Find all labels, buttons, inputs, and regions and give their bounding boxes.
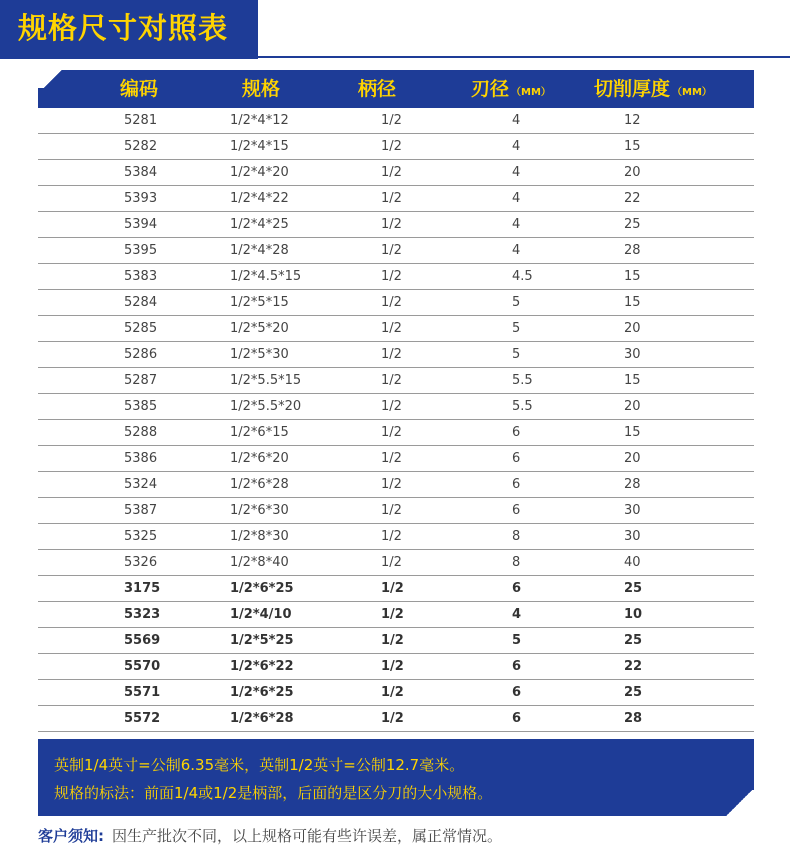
cell-shank: 1/2 bbox=[381, 685, 404, 700]
cell-blade: 4 bbox=[512, 607, 522, 622]
cell-shank: 1/2 bbox=[381, 581, 404, 596]
cell-shank: 1/2 bbox=[381, 711, 404, 726]
cell-blade: 6 bbox=[512, 711, 522, 726]
cell-spec: 1/2*5.5*15 bbox=[230, 373, 302, 388]
cell-code: 3175 bbox=[124, 581, 161, 596]
cell-shank: 1/2 bbox=[381, 321, 402, 336]
cell-spec: 1/2*5*20 bbox=[230, 321, 289, 336]
table-row bbox=[38, 108, 754, 134]
cell-blade: 4 bbox=[512, 139, 521, 154]
cell-shank: 1/2 bbox=[381, 633, 404, 648]
table-row bbox=[38, 446, 754, 472]
cell-cut: 12 bbox=[624, 113, 641, 128]
cell-cut: 15 bbox=[624, 269, 641, 284]
cell-blade: 6 bbox=[512, 503, 521, 518]
table-row bbox=[38, 680, 754, 706]
cell-cut: 22 bbox=[624, 659, 643, 674]
table-row bbox=[38, 602, 754, 628]
cell-blade: 5 bbox=[512, 633, 522, 648]
cell-code: 5282 bbox=[124, 139, 158, 154]
cell-blade: 4 bbox=[512, 243, 521, 258]
cell-shank: 1/2 bbox=[381, 217, 402, 232]
cell-blade: 4 bbox=[512, 191, 521, 206]
cell-code: 5569 bbox=[124, 633, 161, 648]
cell-spec: 1/2*4/10 bbox=[230, 607, 292, 622]
cell-code: 5383 bbox=[124, 269, 158, 284]
cell-spec: 1/2*5*30 bbox=[230, 347, 289, 362]
cell-cut: 30 bbox=[624, 347, 641, 362]
cell-shank: 1/2 bbox=[381, 347, 402, 362]
cell-blade: 4 bbox=[512, 165, 521, 180]
cell-spec: 1/2*6*25 bbox=[230, 581, 294, 596]
column-header-cut-unit: （MM） bbox=[672, 87, 712, 98]
cell-blade: 6 bbox=[512, 581, 522, 596]
cell-blade: 4 bbox=[512, 113, 521, 128]
cell-blade: 5 bbox=[512, 347, 521, 362]
title-accent-bar bbox=[0, 56, 258, 59]
cell-code: 5281 bbox=[124, 113, 158, 128]
cell-spec: 1/2*6*22 bbox=[230, 659, 294, 674]
column-header-cut bbox=[594, 70, 712, 108]
cell-code: 5286 bbox=[124, 347, 158, 362]
cell-cut: 20 bbox=[624, 321, 641, 336]
customer-notice-label: 客户须知: bbox=[38, 827, 104, 845]
cell-blade: 5.5 bbox=[512, 399, 533, 414]
cell-cut: 15 bbox=[624, 139, 641, 154]
cell-blade: 6 bbox=[512, 451, 521, 466]
cell-code: 5323 bbox=[124, 607, 161, 622]
table-row bbox=[38, 628, 754, 654]
cell-blade: 6 bbox=[512, 685, 522, 700]
cell-shank: 1/2 bbox=[381, 425, 402, 440]
table-row bbox=[38, 290, 754, 316]
column-header-blade-label: 刃径 bbox=[471, 78, 510, 100]
column-header-blade-unit: （MM） bbox=[511, 87, 551, 98]
cell-shank: 1/2 bbox=[381, 399, 402, 414]
table-row bbox=[38, 420, 754, 446]
cell-shank: 1/2 bbox=[381, 555, 402, 570]
cell-spec: 1/2*6*28 bbox=[230, 711, 294, 726]
notes-box bbox=[38, 739, 754, 816]
cell-cut: 40 bbox=[624, 555, 641, 570]
cell-code: 5393 bbox=[124, 191, 158, 206]
table-row bbox=[38, 706, 754, 732]
cell-spec: 1/2*8*40 bbox=[230, 555, 289, 570]
table-row bbox=[38, 212, 754, 238]
cell-code: 5572 bbox=[124, 711, 161, 726]
cell-code: 5284 bbox=[124, 295, 158, 310]
cell-shank: 1/2 bbox=[381, 165, 402, 180]
cell-blade: 6 bbox=[512, 425, 521, 440]
cell-shank: 1/2 bbox=[381, 269, 402, 284]
cell-code: 5387 bbox=[124, 503, 158, 518]
table-row bbox=[38, 524, 754, 550]
cell-cut: 25 bbox=[624, 581, 643, 596]
column-header-spec-label: 规格 bbox=[242, 78, 281, 100]
cell-spec: 1/2*4*28 bbox=[230, 243, 289, 258]
title-underline bbox=[258, 56, 790, 58]
cell-spec: 1/2*4*25 bbox=[230, 217, 289, 232]
cell-code: 5571 bbox=[124, 685, 161, 700]
cell-code: 5570 bbox=[124, 659, 161, 674]
cell-spec: 1/2*6*30 bbox=[230, 503, 289, 518]
cell-cut: 20 bbox=[624, 451, 641, 466]
table-row bbox=[38, 394, 754, 420]
cell-shank: 1/2 bbox=[381, 139, 402, 154]
table-header bbox=[38, 70, 754, 108]
table-row bbox=[38, 498, 754, 524]
column-header-code bbox=[120, 70, 158, 108]
cell-code: 5386 bbox=[124, 451, 158, 466]
cell-spec: 1/2*4*12 bbox=[230, 113, 289, 128]
cell-shank: 1/2 bbox=[381, 529, 402, 544]
cell-code: 5385 bbox=[124, 399, 158, 414]
cell-code: 5325 bbox=[124, 529, 158, 544]
cell-shank: 1/2 bbox=[381, 373, 402, 388]
cell-cut: 30 bbox=[624, 529, 641, 544]
cell-blade: 5 bbox=[512, 295, 521, 310]
column-header-blade bbox=[471, 70, 551, 108]
cell-spec: 1/2*6*28 bbox=[230, 477, 289, 492]
cell-cut: 25 bbox=[624, 685, 643, 700]
table-row bbox=[38, 134, 754, 160]
cell-spec: 1/2*6*15 bbox=[230, 425, 289, 440]
spec-table-body bbox=[38, 108, 754, 732]
cell-shank: 1/2 bbox=[381, 191, 402, 206]
column-header-shank-label: 柄径 bbox=[358, 78, 397, 100]
cell-shank: 1/2 bbox=[381, 295, 402, 310]
cell-cut: 15 bbox=[624, 295, 641, 310]
cell-code: 5288 bbox=[124, 425, 158, 440]
cell-cut: 30 bbox=[624, 503, 641, 518]
column-header-spec bbox=[242, 70, 280, 108]
cell-cut: 20 bbox=[624, 165, 641, 180]
cell-spec: 1/2*4.5*15 bbox=[230, 269, 302, 284]
cell-code: 5326 bbox=[124, 555, 158, 570]
cell-cut: 25 bbox=[624, 633, 643, 648]
cell-cut: 28 bbox=[624, 477, 641, 492]
cell-shank: 1/2 bbox=[381, 243, 402, 258]
table-row bbox=[38, 368, 754, 394]
column-header-cut-label: 切削厚度 bbox=[594, 78, 671, 100]
cell-code: 5395 bbox=[124, 243, 158, 258]
table-row bbox=[38, 550, 754, 576]
cell-code: 5287 bbox=[124, 373, 158, 388]
cell-cut: 28 bbox=[624, 711, 643, 726]
note-line-conversion: 英制1/4英寸=公制6.35毫米，英制1/2英寸=公制12.7毫米。 bbox=[54, 756, 465, 774]
cell-shank: 1/2 bbox=[381, 659, 404, 674]
cell-spec: 1/2*5.5*20 bbox=[230, 399, 302, 414]
cell-spec: 1/2*8*30 bbox=[230, 529, 289, 544]
note-line-notation: 规格的标法：前面1/4或1/2是柄部，后面的是区分刀的大小规格。 bbox=[54, 784, 493, 802]
table-row bbox=[38, 264, 754, 290]
customer-notice bbox=[38, 823, 502, 849]
cell-blade: 8 bbox=[512, 529, 521, 544]
cell-spec: 1/2*4*20 bbox=[230, 165, 289, 180]
cell-blade: 8 bbox=[512, 555, 521, 570]
cell-spec: 1/2*4*22 bbox=[230, 191, 289, 206]
cell-blade: 6 bbox=[512, 659, 522, 674]
cell-cut: 25 bbox=[624, 217, 641, 232]
cell-spec: 1/2*5*15 bbox=[230, 295, 289, 310]
table-row bbox=[38, 238, 754, 264]
table-row bbox=[38, 342, 754, 368]
cell-spec: 1/2*4*15 bbox=[230, 139, 289, 154]
cell-cut: 15 bbox=[624, 373, 641, 388]
cell-cut: 10 bbox=[624, 607, 643, 622]
cell-cut: 28 bbox=[624, 243, 641, 258]
cell-cut: 20 bbox=[624, 399, 641, 414]
cell-blade: 5.5 bbox=[512, 373, 533, 388]
cell-code: 5394 bbox=[124, 217, 158, 232]
cell-shank: 1/2 bbox=[381, 451, 402, 466]
table-row bbox=[38, 472, 754, 498]
cell-cut: 22 bbox=[624, 191, 641, 206]
column-header-shank bbox=[358, 70, 396, 108]
cell-blade: 5 bbox=[512, 321, 521, 336]
cell-blade: 4 bbox=[512, 217, 521, 232]
cell-spec: 1/2*6*25 bbox=[230, 685, 294, 700]
cell-cut: 15 bbox=[624, 425, 641, 440]
cell-spec: 1/2*6*20 bbox=[230, 451, 289, 466]
cell-shank: 1/2 bbox=[381, 503, 402, 518]
cell-shank: 1/2 bbox=[381, 607, 404, 622]
table-row bbox=[38, 654, 754, 680]
table-row bbox=[38, 160, 754, 186]
cell-code: 5384 bbox=[124, 165, 158, 180]
table-row bbox=[38, 316, 754, 342]
cell-spec: 1/2*5*25 bbox=[230, 633, 294, 648]
table-row bbox=[38, 186, 754, 212]
cell-code: 5285 bbox=[124, 321, 158, 336]
cell-code: 5324 bbox=[124, 477, 158, 492]
table-row bbox=[38, 576, 754, 602]
page-title: 规格尺寸对照表 bbox=[18, 11, 229, 45]
cell-shank: 1/2 bbox=[381, 477, 402, 492]
cell-shank: 1/2 bbox=[381, 113, 402, 128]
cell-blade: 6 bbox=[512, 477, 521, 492]
column-header-code-label: 编码 bbox=[120, 78, 159, 100]
customer-notice-text: 因生产批次不同，以上规格可能有些许误差，属正常情况。 bbox=[112, 827, 503, 845]
cell-blade: 4.5 bbox=[512, 269, 533, 284]
